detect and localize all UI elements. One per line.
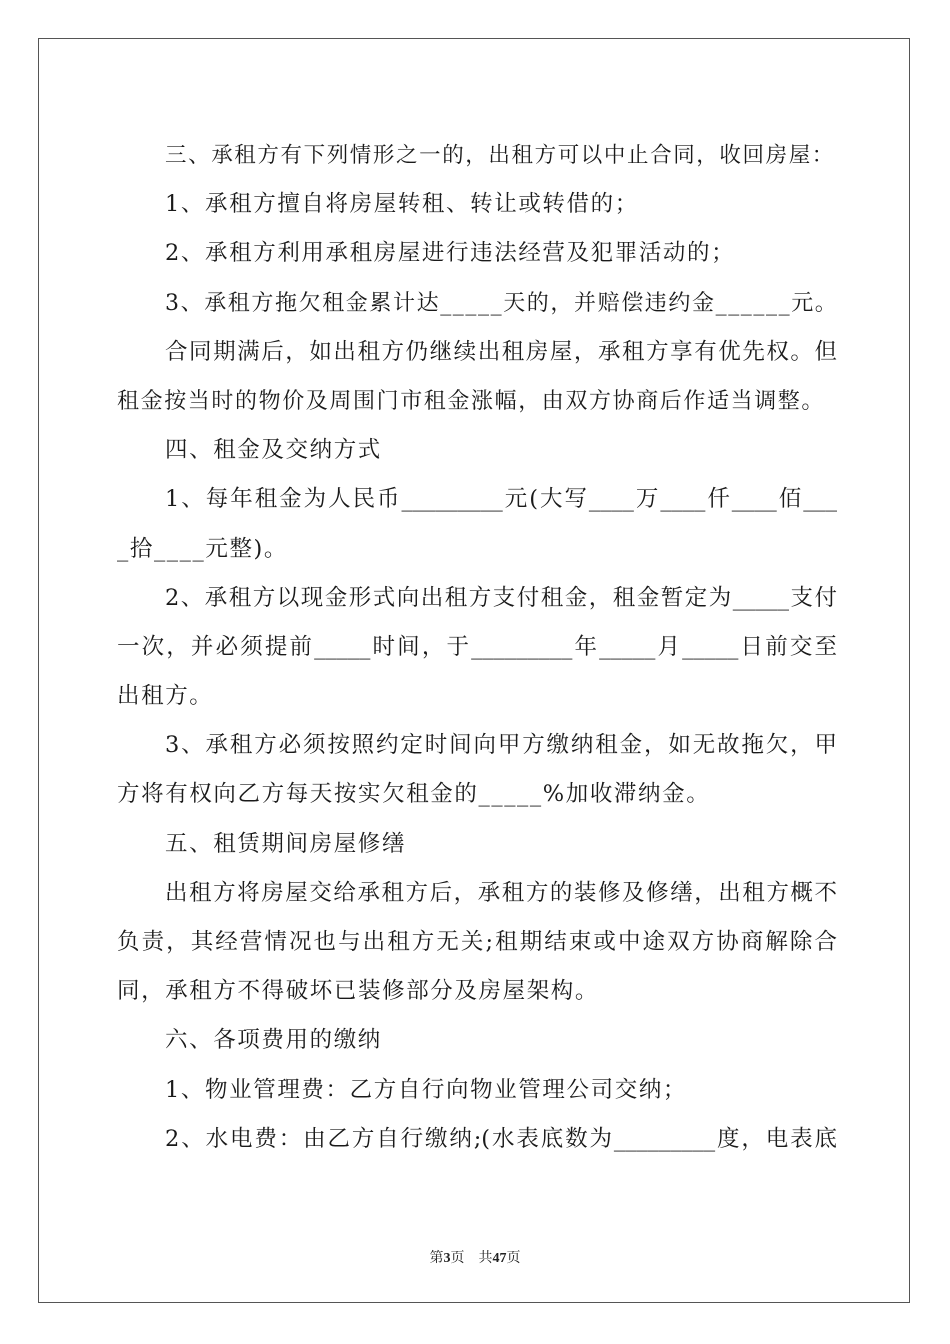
- text-line: 合同期满后，如出租方仍继续出租房屋，承租方享有优先权。但: [165, 338, 837, 365]
- page-suffix: 页: [450, 1250, 465, 1266]
- total-prefix: 共: [478, 1250, 493, 1266]
- text-line: 出租方。: [117, 683, 214, 710]
- text-line: 2、承租方以现金形式向出租方支付租金，租金暂定为_____支付: [165, 584, 837, 611]
- text-line: 3、承租方必须按照约定时间向甲方缴纳租金，如无故拖欠，甲: [165, 732, 837, 759]
- text-line: 2、水电费：由乙方自行缴纳;(水表底数为_________度，电表底: [165, 1125, 837, 1152]
- page-number: 3: [443, 1251, 451, 1266]
- text-line: 1、物业管理费：乙方自行向物业管理公司交纳；: [165, 1076, 688, 1103]
- text-line: 一次，并必须提前_____时间，于_________年_____月_____日前交至: [117, 633, 837, 660]
- text-line: 3、承租方拖欠租金累计达_____天的，并赔偿违约金______元。: [165, 290, 839, 316]
- text-line: 五、租赁期间房屋修缮: [165, 830, 407, 857]
- text-line: 1、承租方擅自将房屋转租、转让或转借的；: [165, 191, 639, 218]
- text-line: 六、各项费用的缴纳: [165, 1027, 382, 1054]
- text-line: 1、每年租金为人民币_________元(大写____万____仟____佰___: [165, 486, 837, 513]
- text-line: 同，承租方不得破坏已装修部分及房屋架构。: [117, 978, 600, 1005]
- text-line: 方将有权向乙方每天按实欠租金的_____%加收滞纳金。: [117, 781, 711, 808]
- text-line: 三、承租方有下列情形之一的，出租方可以中止合同，收回房屋：: [165, 143, 835, 168]
- total-suffix: 页: [506, 1250, 521, 1266]
- document-body: [117, 131, 837, 1164]
- total-pages: 47: [492, 1251, 507, 1266]
- page-prefix: 第: [429, 1250, 444, 1266]
- text-line: 租金按当时的物价及周围门市租金涨幅，由双方协商后作适当调整。: [117, 388, 826, 414]
- text-line: 负责，其经营情况也与出租方无关;租期结束或中途双方协商解除合: [117, 929, 837, 955]
- text-line: 出租方将房屋交给承租方后，承租方的装修及修缮，出租方概不: [165, 879, 837, 906]
- page-footer: [0, 1247, 950, 1267]
- text-line: 四、租金及交纳方式: [165, 437, 382, 464]
- text-line: 2、承租方利用承租房屋进行违法经营及犯罪活动的；: [165, 240, 736, 267]
- text-line: _拾____元整)。: [117, 535, 289, 562]
